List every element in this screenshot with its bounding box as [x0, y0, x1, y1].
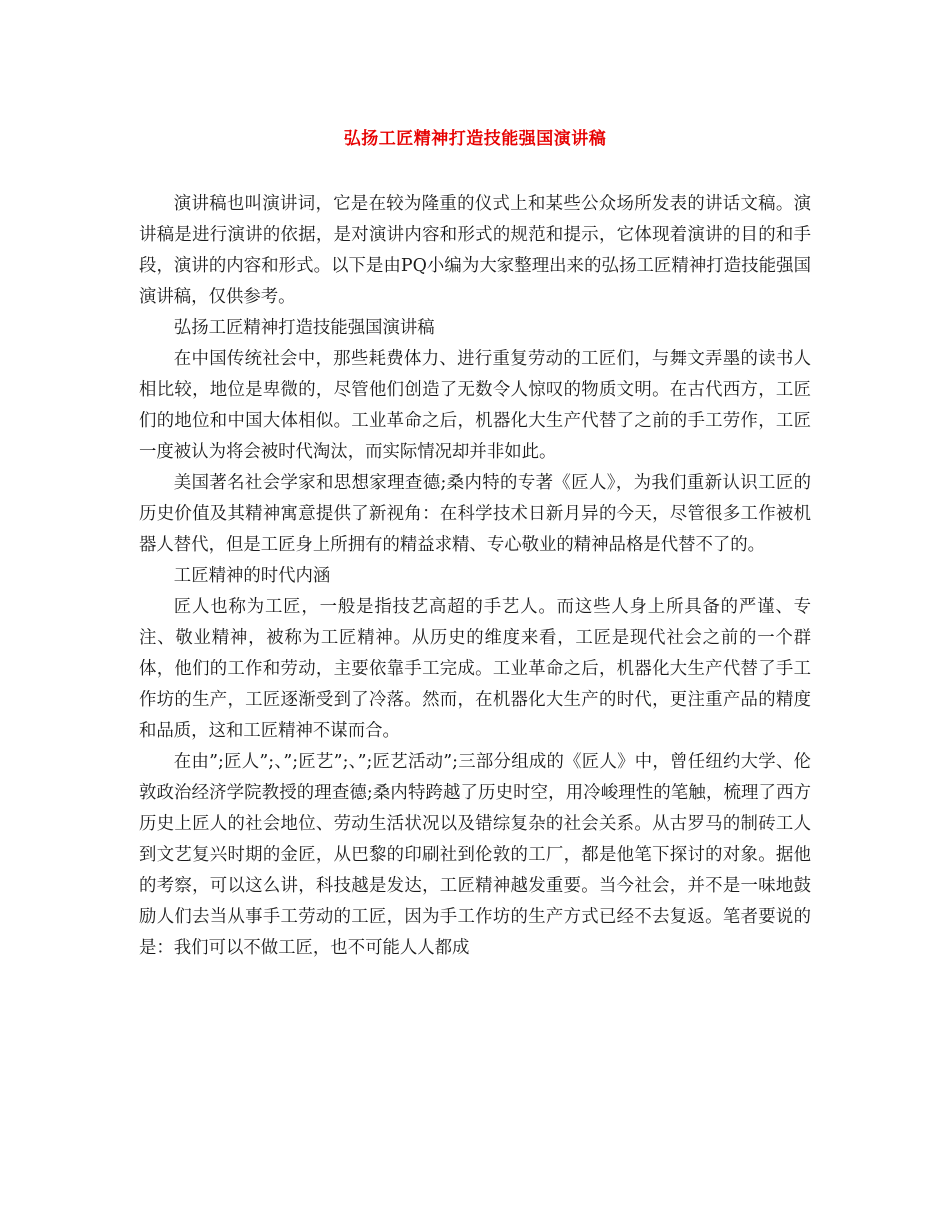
- paragraph: 美国著名社会学家和思想家理查德;桑内特的专著《匠人》，为我们重新认识工匠的历史价值及其精神寓意提供了新视角：在科学技术日新月异的今天，尽管很多工作被机器人替代，但是工匠身上所拥有的精益求精、专心敬业的精神品格是代替不了的。: [139, 473, 811, 555]
- section-heading: 工匠精神的时代内涵: [173, 566, 331, 586]
- paragraph: 在中国传统社会中，那些耗费体力、进行重复劳动的工匠们，与舞文弄墨的读书人相比较，地位是卑微的，尽管他们创造了无数令人惊叹的物质文明。在古代西方，工匠们的地位和中国大体相似。工业革命之后，机器化大生产代替了之前的手工劳作，工匠一度被认为将会被时代淘汰，而实际情况却并非如此。: [139, 349, 811, 462]
- paragraph-subtitle: 弘扬工匠精神打造技能强国演讲稿: [173, 318, 435, 338]
- paragraph: 匠人也称为工匠，一般是指技艺高超的手艺人。而这些人身上所具备的严谨、专注、敬业精神，被称为工匠精神。从历史的维度来看，工匠是现代社会之前的一个群体，他们的工作和劳动，主要依靠手工完成。工业革命之后，机器化大生产代替了手工作坊的生产，工匠逐渐受到了冷落。然而，在机器化大生产的时代，更注重产品的精度和品质，这和工匠精神不谋而合。: [139, 597, 811, 741]
- document-body: [139, 189, 811, 964]
- document-title: 弘扬工匠精神打造技能强国演讲稿: [343, 129, 607, 149]
- paragraph-intro: 演讲稿也叫演讲词，它是在较为隆重的仪式上和某些公众场所发表的讲话文稿。演讲稿是进行演讲的依据，是对演讲内容和形式的规范和提示，它体现着演讲的目的和手段，演讲的内容和形式。以下是由PQ小编为大家整理出来的弘扬工匠精神打造技能强国演讲稿，仅供参考。: [139, 194, 811, 307]
- paragraph: 在由”;匠人”;、”;匠艺”;、”;匠艺活动”;三部分组成的《匠人》中，曾任纽约大学、伦敦政治经济学院教授的理查德;桑内特跨越了历史时空，用冷峻理性的笔触，梳理了西方历史上匠人的社会地位、劳动生活状况以及错综复杂的社会关系。从古罗马的制砖工人到文艺复兴时期的金匠，从巴黎的印刷社到伦敦的工厂，都是他笔下探讨的对象。据他的考察，可以这么讲，科技越是发达，工匠精神越发重要。当今社会，并不是一味地鼓励人们去当从事手工劳动的工匠，因为手工作坊的生产方式已经不去复返。笔者要说的是：我们可以不做工匠，也不可能人人都成: [139, 752, 811, 958]
